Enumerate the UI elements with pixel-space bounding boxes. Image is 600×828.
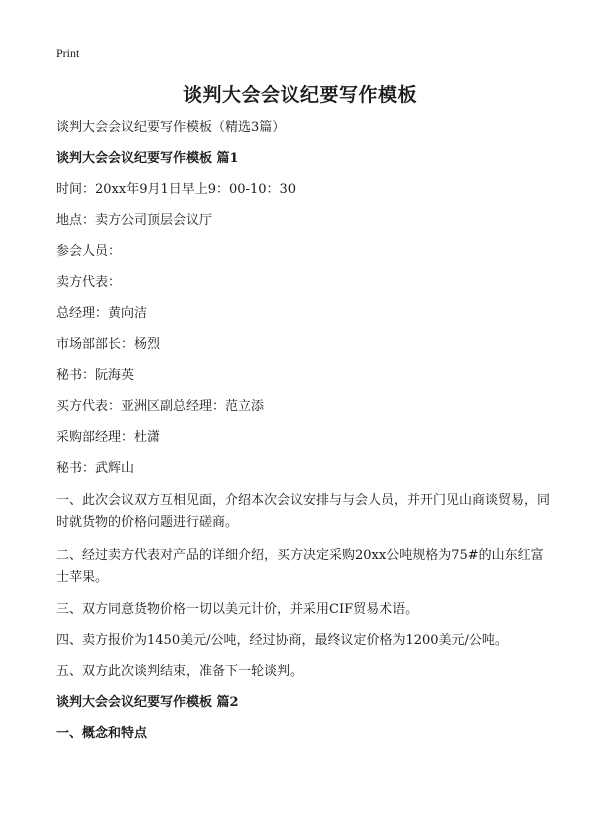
general-manager: 总经理：黄向洁 [56,306,148,321]
minutes-item-5: 五、双方此次谈判结束，准备下一轮谈判。 [56,664,304,679]
minutes-item-1: 一、此次会议双方互相见面，介绍本次会议安排与与会人员，并开门见山商谈贸易，同时就货物的价格问题进行磋商。 [56,493,551,530]
buyer-secretary: 秘书：武辉山 [56,461,135,476]
section-2-subheading: 一、概念和特点 [56,726,148,741]
document-subtitle: 谈判大会会议纪要写作模板（精选3篇） [56,120,286,135]
section-2-heading: 谈判大会会议纪要写作模板 篇2 [56,695,239,710]
purchasing-manager: 采购部经理：杜潇 [56,430,161,445]
page-title: 谈判大会会议纪要写作模板 [182,84,417,106]
buyer-rep: 买方代表：亚洲区副总经理：范立添 [56,399,265,414]
document-body [56,118,556,755]
print-label: Print [56,46,80,60]
seller-secretary: 秘书：阮海英 [56,368,135,383]
minutes-item-2: 二、经过卖方代表对产品的详细介绍，买方决定采购20xx公吨规格为75#的山东红富士苹果。 [56,548,544,585]
meeting-time: 时间：20xx年9月1日早上9：00-10：30 [56,182,297,197]
section-1-heading: 谈判大会会议纪要写作模板 篇1 [56,151,239,166]
minutes-item-4: 四、卖方报价为1450美元/公吨，经过协商，最终议定价格为1200美元/公吨。 [56,633,508,648]
seller-rep-label: 卖方代表： [56,275,122,290]
attendees-label: 参会人员： [56,244,122,259]
meeting-place: 地点：卖方公司顶层会议厅 [56,213,213,228]
marketing-head: 市场部部长：杨烈 [56,337,161,352]
minutes-item-3: 三、双方同意货物价格一切以美元计价，并采用CIF贸易术语。 [56,602,419,617]
